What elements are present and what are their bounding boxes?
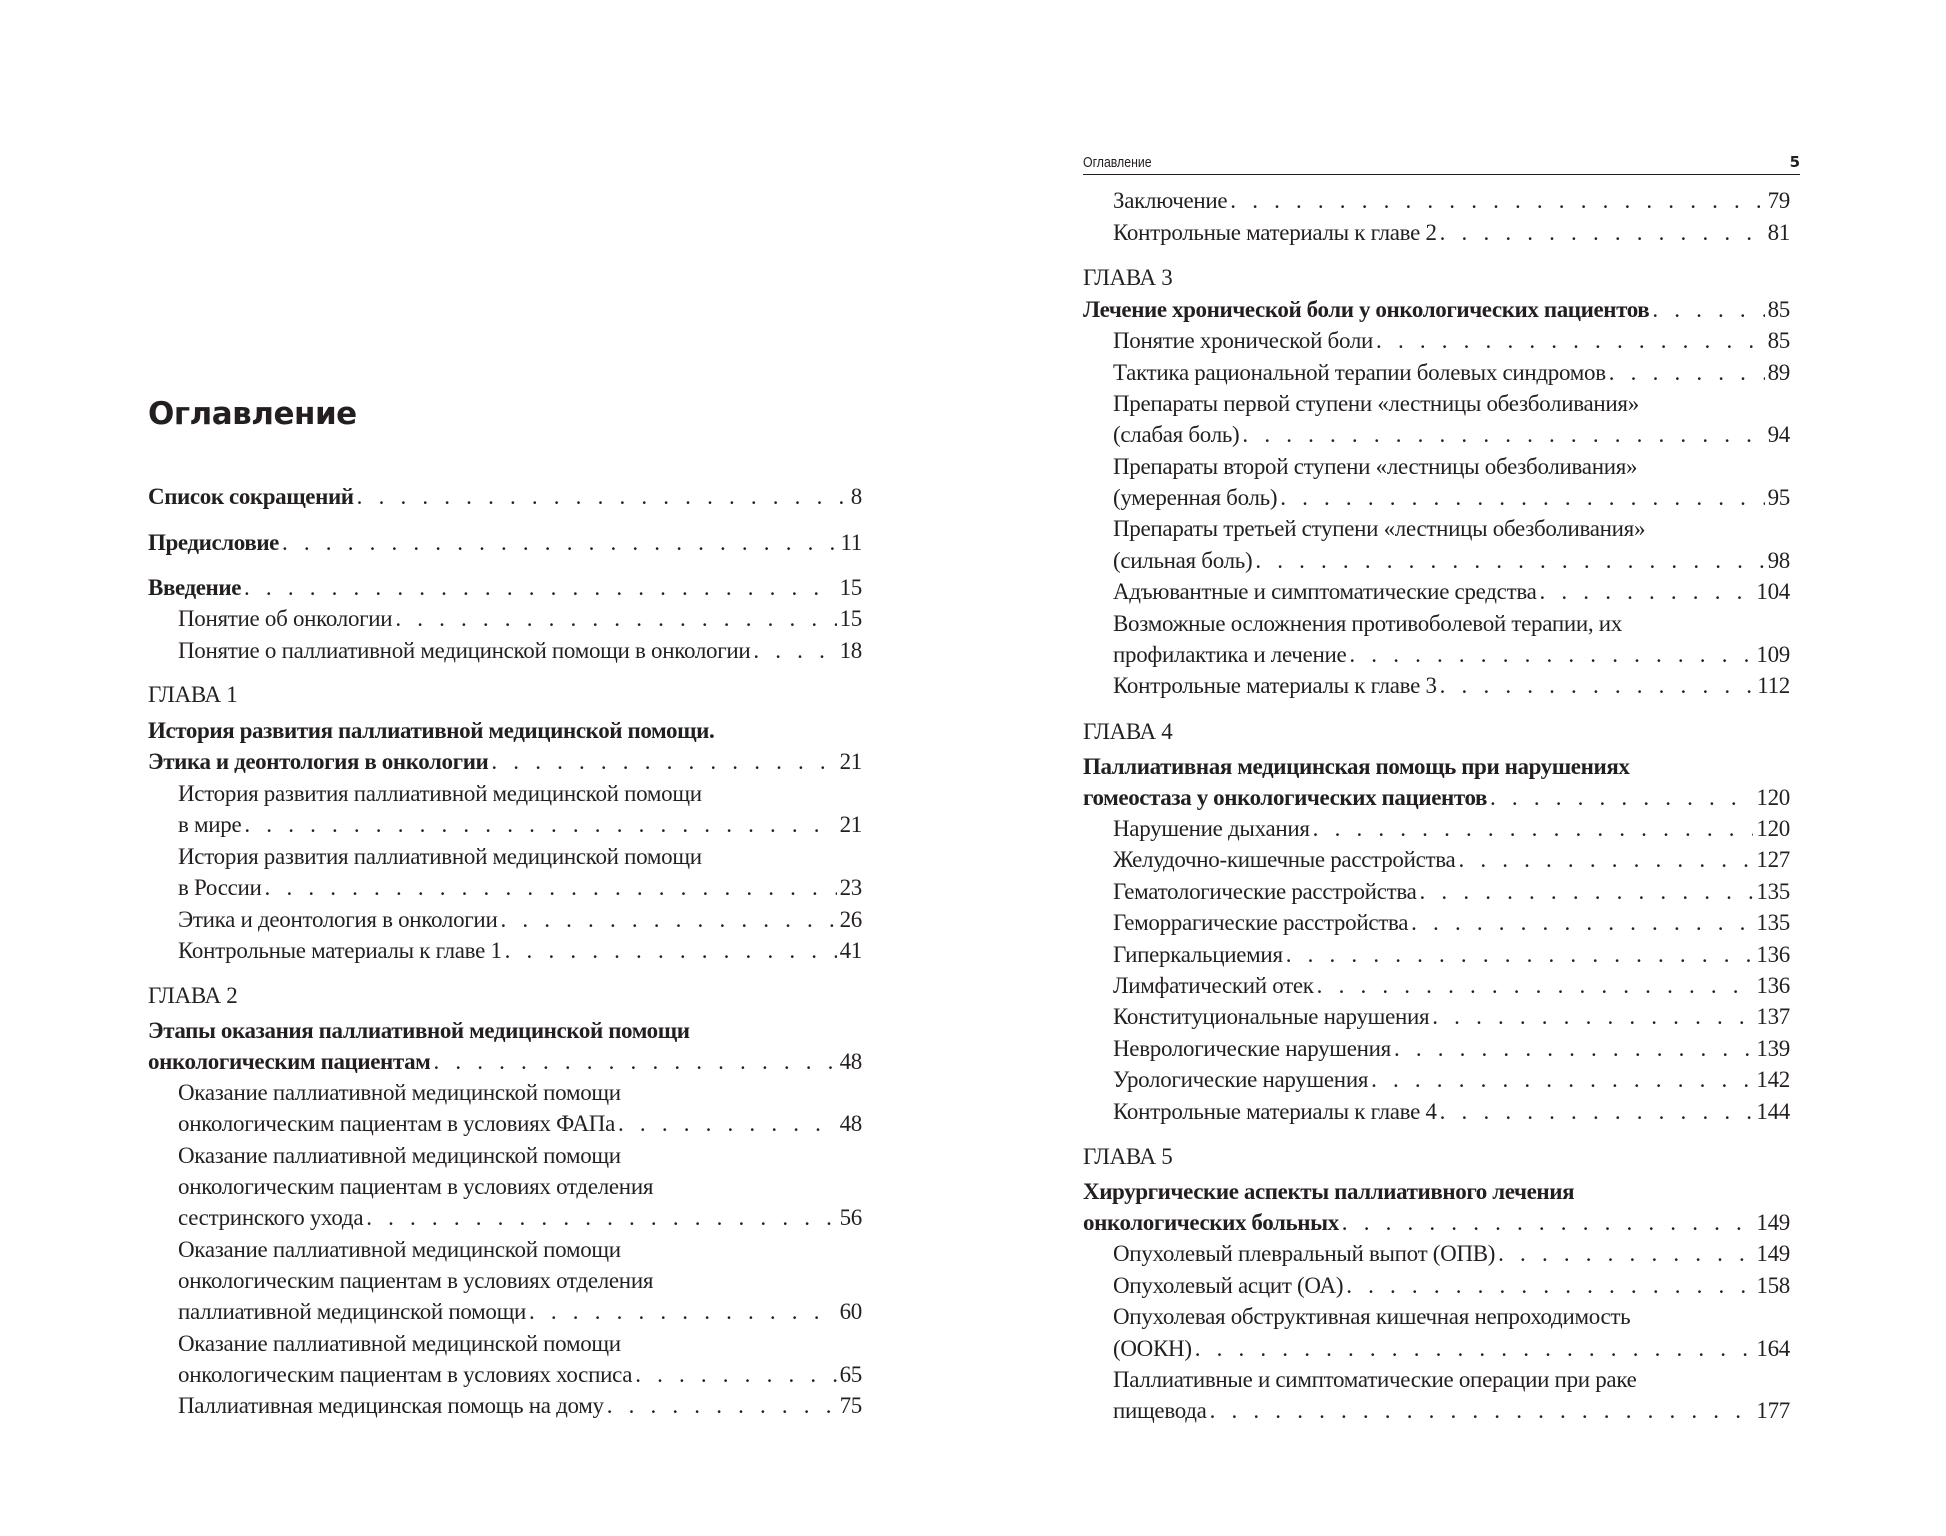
toc-entry[interactable] — [1083, 783, 1790, 813]
toc-entry-page-number: 136 — [1756, 973, 1790, 998]
toc-entry-page-number: 137 — [1756, 1004, 1790, 1029]
toc-entry[interactable] — [1113, 609, 1790, 639]
toc-entry-title: Лечение хронической боли у онкологических пациентов — [1083, 297, 1650, 322]
chapter-label — [148, 680, 862, 710]
dot-leader — [282, 528, 837, 558]
toc-entry[interactable] — [1083, 295, 1790, 325]
toc-entry-page-number: 56 — [839, 1205, 862, 1230]
toc-entry-title: Оказание паллиативной медицинской помощи — [178, 1143, 621, 1168]
toc-entry-page-number: 142 — [1756, 1067, 1790, 1092]
toc-entry-page-number: 136 — [1756, 942, 1790, 967]
toc-entry-title: История развития паллиативной медицинской помощи — [178, 781, 702, 806]
toc-entry-title: профилактика и лечение — [1113, 642, 1347, 667]
toc-entry-title: Препараты первой ступени «лестницы обезболивания» — [1113, 391, 1639, 416]
toc-entry-title: Введение — [148, 575, 242, 600]
toc-entry-page-number: 15 — [839, 575, 862, 600]
toc-entry-title: Понятие о паллиативной медицинской помощи в онкологии — [178, 638, 751, 663]
toc-entry[interactable] — [1113, 1365, 1790, 1395]
dot-leader — [607, 1391, 837, 1421]
toc-entry-title: Контрольные материалы к главе 1 — [178, 938, 502, 963]
dot-leader — [1280, 483, 1764, 513]
toc-entry[interactable] — [178, 1109, 862, 1139]
toc-entry[interactable] — [1113, 940, 1790, 970]
toc-entry-title: Хирургические аспекты паллиативного лечения — [1083, 1179, 1575, 1204]
toc-entry[interactable] — [1113, 1239, 1790, 1269]
toc-entry-title: Конституциональные нарушения — [1113, 1004, 1430, 1029]
dot-leader — [618, 1109, 837, 1139]
toc-entry[interactable] — [1113, 577, 1790, 607]
dot-leader — [753, 636, 836, 666]
dot-leader — [1346, 1271, 1753, 1301]
chapter-label — [1083, 263, 1790, 293]
toc-entry-page-number: 18 — [839, 638, 862, 663]
toc-entry[interactable] — [178, 810, 862, 840]
toc-entry-title: (ООКН) — [1113, 1336, 1192, 1361]
toc-entry-title: Паллиативная медицинская помощь на дому — [178, 1393, 604, 1418]
dot-leader — [1255, 546, 1764, 576]
chapter-label — [1083, 1142, 1790, 1172]
toc-entry[interactable] — [148, 716, 862, 746]
toc-entry-title: Оказание паллиативной медицинской помощи — [178, 1237, 621, 1262]
chapter-label — [1083, 717, 1790, 747]
toc-entry-title: Тактика рациональной терапии болевых синдромов — [1113, 360, 1606, 385]
toc-entry-title: Список сокращений — [148, 484, 354, 509]
dot-leader — [244, 573, 837, 603]
toc-entry-title: онкологическим пациентам в условиях отделения — [178, 1174, 654, 1199]
dot-leader — [1652, 295, 1764, 325]
toc-entry-page-number: 26 — [839, 907, 862, 932]
toc-entry-title: Неврологические нарушения — [1113, 1036, 1391, 1061]
toc-entry-title: онкологических больных — [1083, 1210, 1339, 1235]
toc-entry-page-number: 149 — [1756, 1210, 1790, 1235]
toc-entry[interactable] — [1083, 752, 1790, 782]
toc-entry-title: Гиперкальциемия — [1113, 942, 1283, 967]
toc-entry-title: Лимфатический отек — [1113, 973, 1314, 998]
toc-entry-page-number: 158 — [1756, 1273, 1790, 1298]
toc-entry[interactable] — [178, 1297, 862, 1327]
toc-entry-page-number: 21 — [839, 812, 862, 837]
toc-entry[interactable] — [1113, 1002, 1790, 1032]
toc-entry-title: История развития паллиативной медицинской помощи — [178, 844, 702, 869]
dot-leader — [1376, 326, 1765, 356]
dot-leader — [1490, 783, 1753, 813]
dot-leader — [1371, 1065, 1753, 1095]
toc-entry-page-number: 79 — [1767, 188, 1790, 213]
toc-entry-page-number: 65 — [839, 1362, 862, 1387]
toc-entry-page-number: 23 — [839, 875, 862, 900]
toc-entry-title: онкологическим пациентам в условиях хосписа — [178, 1362, 633, 1387]
dot-leader — [500, 905, 836, 935]
toc-entry-page-number: 89 — [1767, 360, 1790, 385]
dot-leader — [1342, 1208, 1754, 1238]
toc-entry-title: ГЛАВА 3 — [1083, 265, 1173, 290]
toc-entry-title: онкологическим пациентам в условиях ФАПа — [178, 1111, 616, 1136]
dot-leader — [1411, 908, 1753, 938]
toc-entry[interactable] — [1113, 971, 1790, 1001]
toc-entry-title: Оказание паллиативной медицинской помощи — [178, 1331, 621, 1356]
toc-entry[interactable] — [178, 1360, 862, 1390]
toc-entry-title: Этика и деонтология в онкологии — [148, 749, 489, 774]
toc-entry[interactable] — [1113, 1271, 1790, 1301]
dot-leader — [357, 482, 848, 512]
toc-entry-page-number: 109 — [1756, 642, 1790, 667]
toc-entry-title: История развития паллиативной медицинской помощи. — [148, 718, 715, 743]
toc-entry[interactable] — [178, 905, 862, 935]
toc-entry-page-number: 135 — [1756, 879, 1790, 904]
toc-entry[interactable] — [178, 636, 862, 666]
toc-entry[interactable] — [178, 936, 862, 966]
dot-leader — [395, 604, 836, 634]
dot-leader — [1609, 358, 1765, 388]
toc-entry[interactable] — [1113, 326, 1790, 356]
dot-leader — [1317, 971, 1754, 1001]
dot-leader — [1440, 218, 1765, 248]
toc-entry[interactable] — [1083, 1208, 1790, 1238]
toc-entry-title: ГЛАВА 2 — [148, 983, 238, 1008]
toc-entry-title: Контрольные материалы к главе 3 — [1113, 673, 1437, 698]
toc-entry[interactable] — [1083, 1177, 1790, 1207]
toc-entry-title: онкологическим пациентам в условиях отделения — [178, 1268, 654, 1293]
running-head-title: Оглавление — [1083, 154, 1152, 171]
toc-entry-title: Урологические нарушения — [1113, 1067, 1369, 1092]
toc-entry[interactable] — [148, 482, 862, 512]
toc-entry[interactable] — [178, 1078, 862, 1108]
dot-leader — [1440, 671, 1755, 701]
dot-leader — [1420, 877, 1754, 907]
toc-entry[interactable] — [1113, 1334, 1790, 1364]
toc-entry[interactable] — [148, 573, 862, 603]
toc-entry-page-number: 41 — [839, 938, 862, 963]
toc-entry-title: Заключение — [1113, 188, 1228, 213]
toc-entry-page-number: 15 — [839, 606, 862, 631]
toc-entry-page-number: 98 — [1767, 548, 1790, 573]
toc-entry-title: Адъювантные и симптоматические средства — [1113, 579, 1537, 604]
dot-leader — [1440, 1097, 1754, 1127]
toc-entry-title: (сильная боль) — [1113, 548, 1253, 573]
dot-leader — [1286, 940, 1754, 970]
dot-leader — [1242, 420, 1764, 450]
dot-leader — [1210, 1396, 1754, 1426]
dot-leader — [265, 873, 837, 903]
dot-leader — [433, 1047, 836, 1077]
toc-entry[interactable] — [1113, 1034, 1790, 1064]
toc-entry[interactable] — [1113, 1396, 1790, 1426]
toc-entry[interactable] — [1113, 514, 1790, 544]
toc-entry-title: Геморрагические расстройства — [1113, 910, 1409, 935]
dot-leader — [366, 1203, 836, 1233]
toc-entry-page-number: 139 — [1756, 1036, 1790, 1061]
toc-entry-page-number: 144 — [1756, 1099, 1790, 1124]
toc-entry[interactable] — [178, 1203, 862, 1233]
toc-entry[interactable] — [1113, 1065, 1790, 1095]
toc-entry[interactable] — [148, 1016, 862, 1046]
toc-entry[interactable] — [1113, 389, 1790, 419]
toc-entry[interactable] — [178, 1266, 862, 1296]
toc-entry-page-number: 164 — [1756, 1336, 1790, 1361]
toc-entry-title: Желудочно-кишечные расстройства — [1113, 847, 1456, 872]
dot-leader — [1458, 845, 1753, 875]
toc-entry-title: Опухолевый асцит (ОА) — [1113, 1273, 1344, 1298]
toc-entry[interactable] — [1113, 845, 1790, 875]
toc-entry-title: Опухолевый плевральный выпот (ОПВ) — [1113, 1241, 1496, 1266]
toc-entry-page-number: 60 — [839, 1299, 862, 1324]
toc-entry-title: в России — [178, 875, 262, 900]
toc-entry[interactable] — [148, 1047, 862, 1077]
page-number: 5 — [1789, 153, 1800, 171]
toc-entry[interactable] — [1113, 420, 1790, 450]
toc-entry-page-number: 94 — [1767, 422, 1790, 447]
toc-entry-page-number: 95 — [1767, 485, 1790, 510]
toc-entry[interactable] — [1113, 186, 1790, 216]
toc-entry-title: Понятие об онкологии — [178, 606, 393, 631]
toc-entry-title: сестринского ухода — [178, 1205, 364, 1230]
toc-entry[interactable] — [178, 1391, 862, 1421]
dot-leader — [529, 1297, 837, 1327]
dot-leader — [1432, 1002, 1753, 1032]
toc-entry[interactable] — [1113, 358, 1790, 388]
toc-entry-page-number: 149 — [1756, 1241, 1790, 1266]
toc-entry-title: ГЛАВА 4 — [1083, 719, 1173, 744]
toc-entry-title: ГЛАВА 1 — [148, 682, 238, 707]
toc-entry[interactable] — [178, 873, 862, 903]
toc-entry-title: паллиативной медицинской помощи — [178, 1299, 526, 1324]
toc-entry-page-number: 120 — [1756, 816, 1790, 841]
toc-entry-page-number: 112 — [1757, 673, 1790, 698]
toc-entry-page-number: 48 — [839, 1049, 862, 1074]
toc-entry-title: Предисловие — [148, 530, 279, 555]
toc-entry-page-number: 120 — [1756, 785, 1790, 810]
dot-leader — [635, 1360, 836, 1390]
right-page — [973, 0, 1946, 1536]
chapter-label — [148, 981, 862, 1011]
running-head — [1083, 152, 1800, 175]
toc-entry[interactable] — [148, 747, 862, 777]
toc-entry-page-number: 85 — [1767, 328, 1790, 353]
toc-entry[interactable] — [1113, 452, 1790, 482]
toc-entry-title: Паллиативные и симптоматические операции при раке — [1113, 1367, 1637, 1392]
toc-entry[interactable] — [1113, 483, 1790, 513]
toc-entry-title: в мире — [178, 812, 242, 837]
dot-leader — [1540, 577, 1754, 607]
toc-entry-page-number: 11 — [840, 530, 862, 555]
toc-entry-title: Контрольные материалы к главе 4 — [1113, 1099, 1437, 1124]
toc-entry[interactable] — [1113, 640, 1790, 670]
toc-entry[interactable] — [1113, 671, 1790, 701]
dot-leader — [1498, 1239, 1753, 1269]
toc-entry-page-number: 177 — [1756, 1398, 1790, 1423]
toc-entry-title: онкологическим пациентам — [148, 1049, 431, 1074]
dot-leader — [1195, 1334, 1754, 1364]
toc-entry-title: Нарушение дыхания — [1113, 816, 1310, 841]
dot-leader — [1394, 1034, 1753, 1064]
toc-entry[interactable] — [1113, 546, 1790, 576]
toc-entry[interactable] — [1113, 814, 1790, 844]
toc-entry[interactable] — [1113, 1097, 1790, 1127]
toc-entry-page-number: 104 — [1756, 579, 1790, 604]
toc-entry-title: Возможные осложнения противоболевой терапии, их — [1113, 611, 1622, 636]
toc-entry[interactable] — [178, 779, 862, 809]
page-title: Оглавление — [148, 396, 357, 432]
toc-entry[interactable] — [1113, 218, 1790, 248]
toc-entry-title: ГЛАВА 5 — [1083, 1144, 1173, 1169]
toc-entry-title: Паллиативная медицинская помощь при нарушениях — [1083, 754, 1630, 779]
toc-entry-page-number: 135 — [1756, 910, 1790, 935]
toc-entry-title: Этапы оказания паллиативной медицинской помощи — [148, 1018, 690, 1043]
toc-entry-page-number: 81 — [1767, 220, 1790, 245]
toc-entry[interactable] — [178, 842, 862, 872]
toc-entry-title: гомеостаза у онкологических пациентов — [1083, 785, 1488, 810]
toc-entry-page-number: 127 — [1756, 847, 1790, 872]
toc-entry-title: Препараты третьей ступени «лестницы обезболивания» — [1113, 516, 1646, 541]
dot-leader — [1349, 640, 1753, 670]
toc-entry[interactable] — [1113, 908, 1790, 938]
toc-entry[interactable] — [178, 604, 862, 634]
toc-entry-title: Препараты второй ступени «лестницы обезболивания» — [1113, 454, 1638, 479]
dot-leader — [505, 936, 837, 966]
toc-entry-page-number: 85 — [1767, 297, 1790, 322]
toc-entry[interactable] — [148, 528, 862, 558]
toc-entry-page-number: 21 — [839, 749, 862, 774]
toc-entry-title: Этика и деонтология в онкологии — [178, 907, 498, 932]
toc-entry-page-number: 48 — [839, 1111, 862, 1136]
toc-entry-title: Опухолевая обструктивная кишечная непроходимость — [1113, 1304, 1631, 1329]
toc-entry-page-number: 75 — [839, 1393, 862, 1418]
toc-entry-title: Контрольные материалы к главе 2 — [1113, 220, 1437, 245]
toc-entry-title: (слабая боль) — [1113, 422, 1240, 447]
toc-entry[interactable] — [178, 1141, 862, 1171]
toc-entry[interactable] — [1113, 877, 1790, 907]
toc-entry[interactable] — [1113, 1302, 1790, 1332]
toc-entry-title: пищевода — [1113, 1398, 1207, 1423]
toc-entry-title: Понятие хронической боли — [1113, 328, 1374, 353]
toc-entry[interactable] — [178, 1235, 862, 1265]
dot-leader — [1313, 814, 1754, 844]
toc-entry-title: (умеренная боль) — [1113, 485, 1278, 510]
dot-leader — [244, 810, 836, 840]
dot-leader — [491, 747, 836, 777]
toc-entry-title: Оказание паллиативной медицинской помощи — [178, 1080, 621, 1105]
toc-entry[interactable] — [178, 1329, 862, 1359]
toc-entry-page-number: 8 — [850, 484, 862, 509]
toc-entry-title: Гематологические расстройства — [1113, 879, 1417, 904]
dot-leader — [1230, 186, 1764, 216]
toc-entry[interactable] — [178, 1172, 862, 1202]
